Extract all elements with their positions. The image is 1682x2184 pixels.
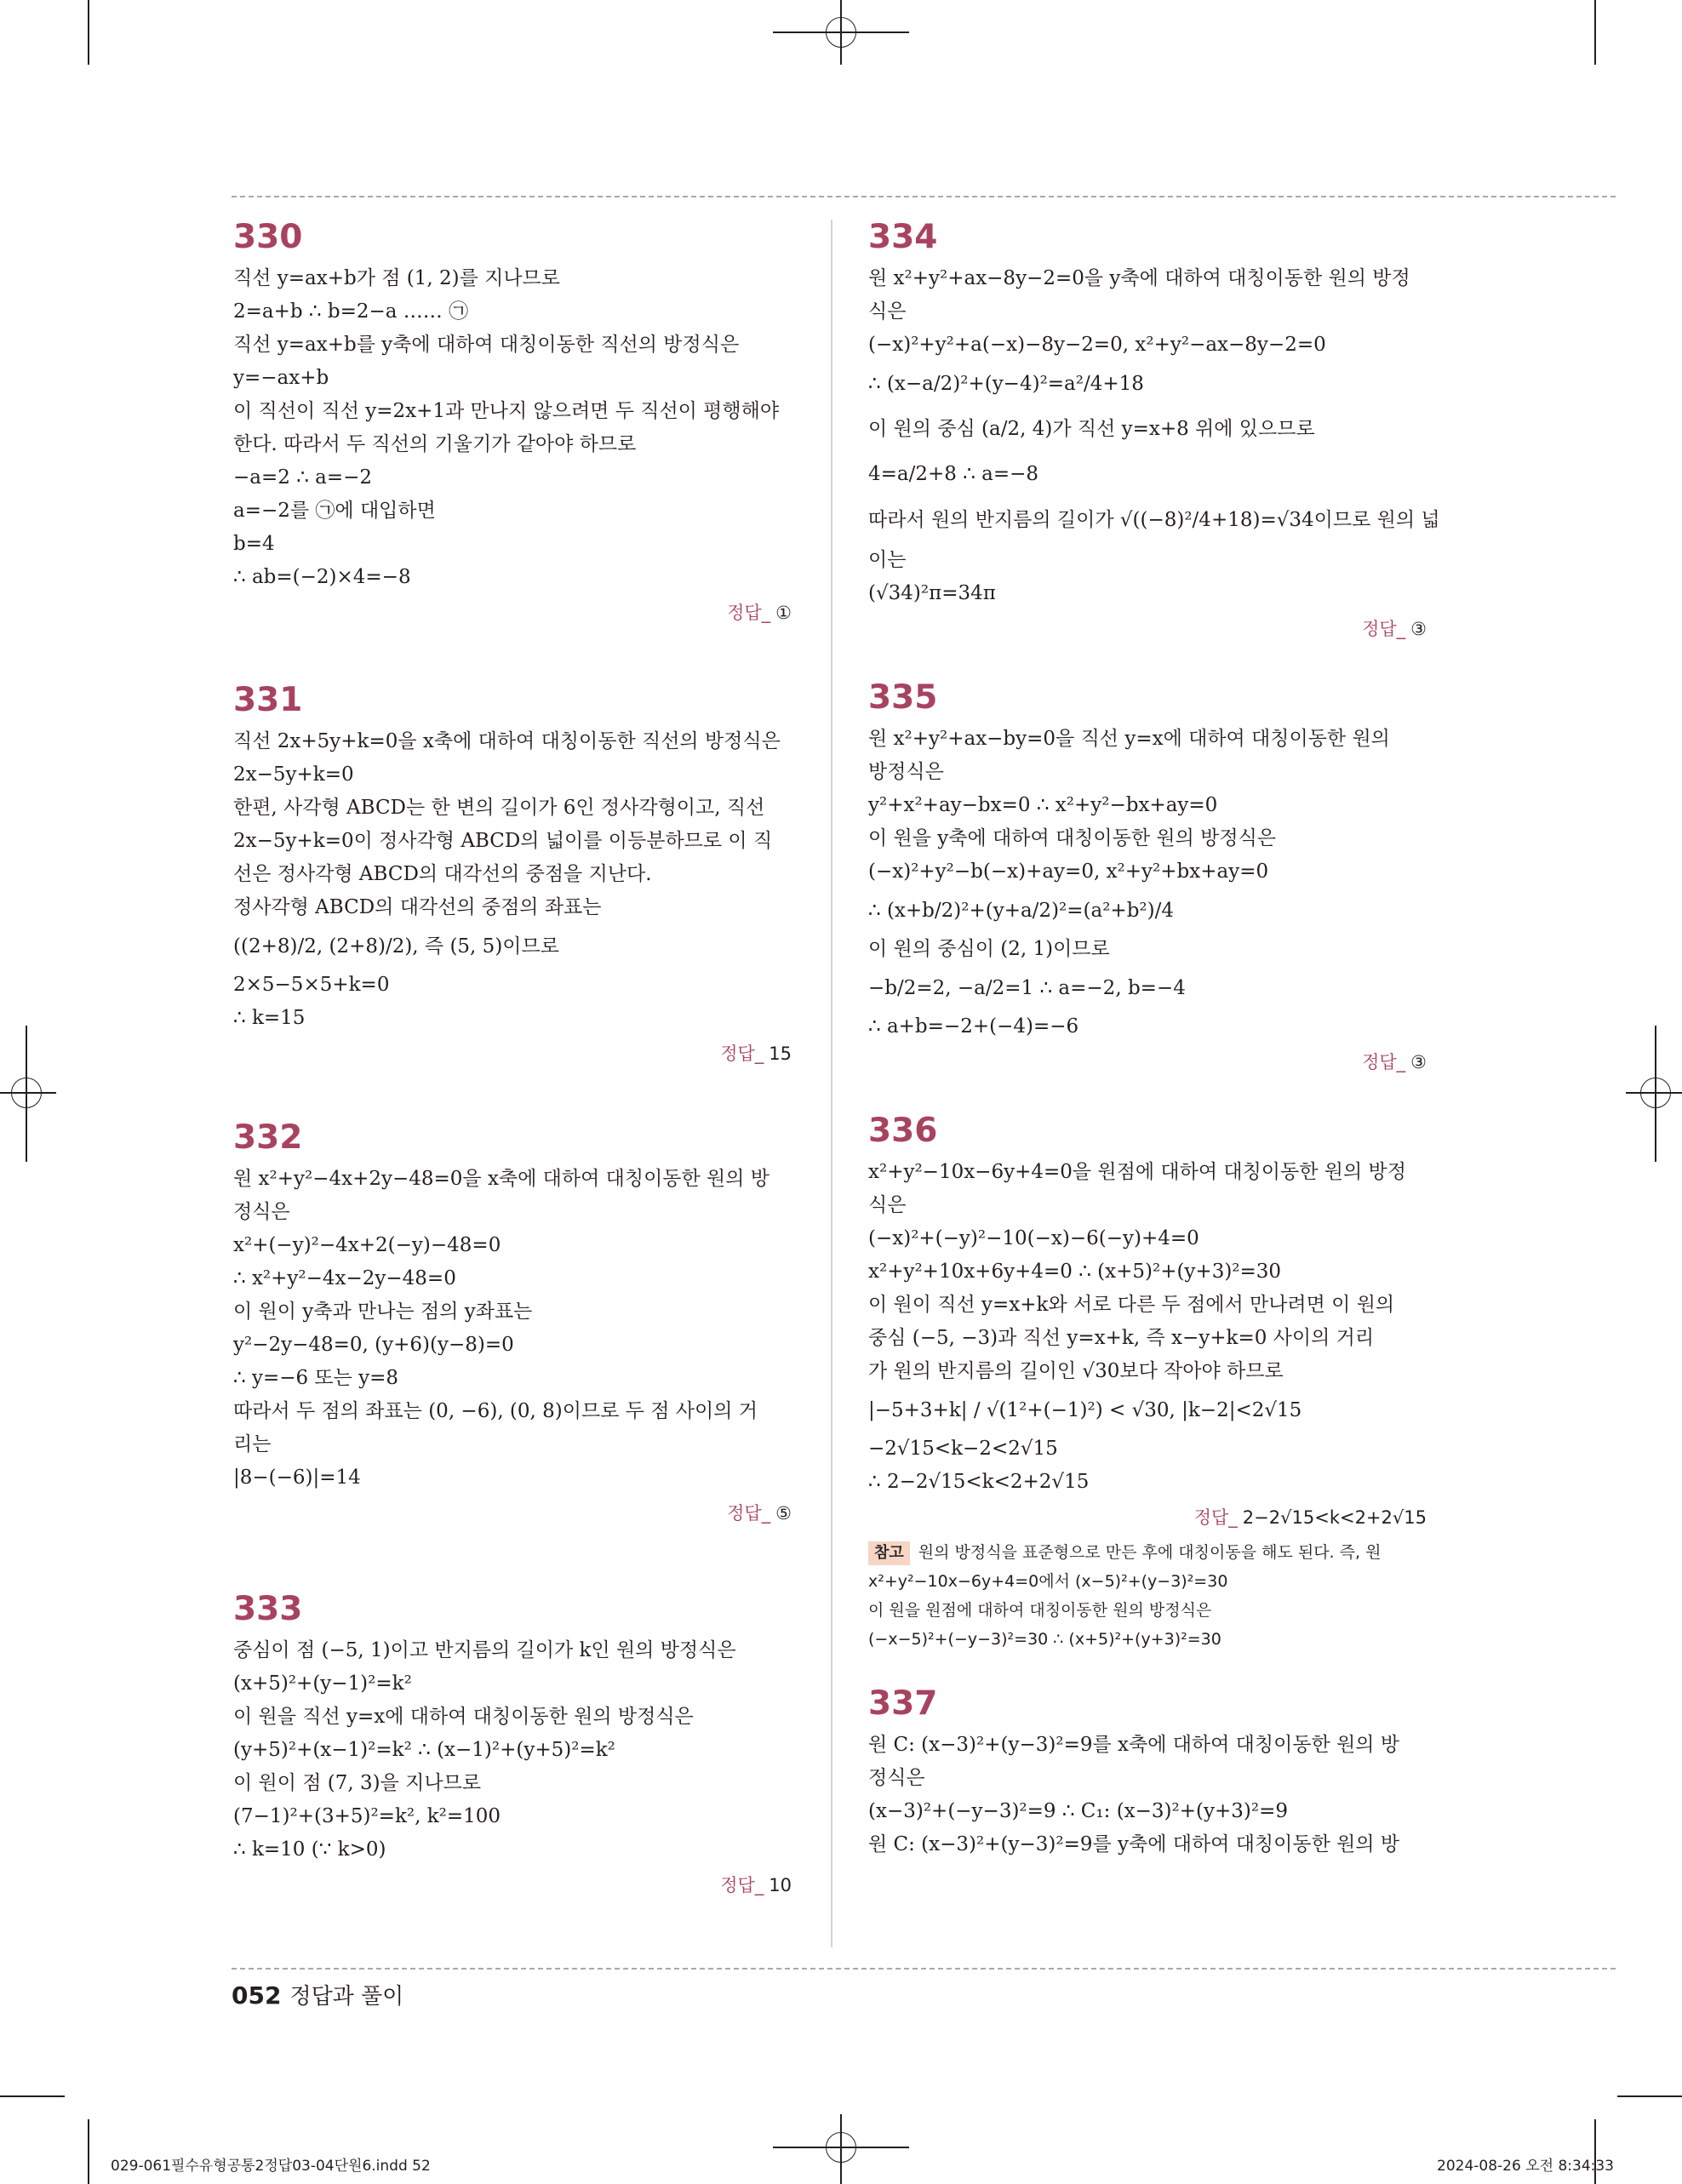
solution-line: 정식은 — [233, 1201, 290, 1223]
solution-line: 이 원이 y축과 만나는 점의 y좌표는 — [233, 1301, 533, 1323]
column-divider — [831, 220, 832, 1947]
solution-line: (y+5)²+(x−1)²=k² ∴ (x−1)²+(y+5)²=k² — [233, 1739, 615, 1761]
left-column — [233, 216, 792, 1901]
solution-line: ∴ k=15 — [233, 1007, 306, 1029]
solution-line: ∴ ab=(−2)×4=−8 — [233, 566, 411, 588]
answer-value: ③ — [1410, 619, 1427, 639]
solution-line: |−5+3+k| / √(1²+(−1)²) < √30, |k−2|<2√15 — [868, 1399, 1302, 1421]
solution-line: y²+x²+ay−bx=0 ∴ x²+y²−bx+ay=0 — [868, 794, 1218, 816]
solution-line: −2√15<k−2<2√15 — [868, 1438, 1058, 1460]
problem-331 — [233, 679, 792, 1069]
solution-line: ∴ y=−6 또는 y=8 — [233, 1367, 399, 1389]
bottom-rule — [232, 1968, 1616, 1970]
solution-line: 이 원의 중심 (a/2, 4)가 직선 y=x+8 위에 있으므로 — [868, 418, 1315, 440]
answer — [233, 1870, 792, 1901]
problem-number: 334 — [868, 218, 938, 256]
solution-line: 직선 2x+5y+k=0을 x축에 대하여 대칭이동한 직선의 방정식은 — [233, 730, 781, 752]
solution-line: 직선 y=ax+b를 y축에 대하여 대칭이동한 직선의 방정식은 — [233, 334, 740, 356]
slug-filename: 029-061필수유형공통2정답03-04단원6.indd 52 — [111, 2158, 431, 2175]
answer-label: 정답_ — [727, 1503, 771, 1524]
solution-line: 원 x²+y²+ax−by=0을 직선 y=x에 대하여 대칭이동한 원의 — [868, 728, 1390, 750]
solution-line: 가 원의 반지름의 길이인 √30보다 작아야 하므로 — [868, 1360, 1284, 1382]
solution-line: 한다. 따라서 두 직선의 기울기가 같아야 하므로 — [233, 433, 637, 455]
solution-line: x²+y²+10x+6y+4=0 ∴ (x+5)²+(y+3)²=30 — [868, 1261, 1282, 1283]
solution-line: 따라서 두 점의 좌표는 (0, −6), (0, 8)이므로 두 점 사이의 거 — [233, 1400, 758, 1422]
page-number: 052 — [232, 1981, 282, 2010]
solution-line: 방정식은 — [868, 761, 944, 783]
note-line: x²+y²−10x−6y+4=0에서 (x−5)²+(y−3)²=30 — [868, 1572, 1228, 1591]
note-line: 이 원을 원점에 대하여 대칭이동한 원의 방정식은 — [868, 1601, 1212, 1620]
crop-mark — [1617, 2095, 1682, 2097]
solution-line: ∴ k=10 (∵ k>0) — [233, 1838, 386, 1861]
crop-mark — [88, 0, 89, 65]
solution-line: ((2+8)/2, (2+8)/2), 즉 (5, 5)이므로 — [233, 935, 559, 958]
answer — [868, 614, 1427, 644]
answer — [868, 1502, 1427, 1533]
solution-line: 직선 y=ax+b가 점 (1, 2)를 지나므로 — [233, 267, 560, 289]
solution-line: 리는 — [233, 1433, 272, 1455]
solution-line: b=4 — [233, 533, 275, 555]
answer-label: 정답_ — [1193, 1507, 1238, 1528]
solution-line: 선은 정사각형 ABCD의 대각선의 중점을 지난다. — [233, 863, 652, 885]
answer-value: ① — [775, 603, 792, 623]
solution-line: x²+(−y)²−4x+2(−y)−48=0 — [233, 1234, 501, 1256]
answer-label: 정답_ — [1362, 1052, 1406, 1072]
answer-value: 15 — [769, 1043, 792, 1064]
solution-line: y²−2y−48=0, (y+6)(y−8)=0 — [233, 1334, 514, 1356]
solution-line: 중심 (−5, −3)과 직선 y=x+k, 즉 x−y+k=0 사이의 거리 — [868, 1327, 1375, 1349]
slug-timestamp: 2024-08-26 오전 8:34:33 — [1437, 2158, 1614, 2175]
footer-section: 정답과 풀이 — [289, 1984, 404, 2010]
page-footer — [232, 1981, 403, 2011]
problem-330 — [233, 216, 792, 628]
solution-line: 2×5−5×5+k=0 — [233, 974, 390, 996]
answer-value: ③ — [1410, 1052, 1427, 1072]
solution-line: 원 C: (x−3)²+(y−3)²=9를 x축에 대하여 대칭이동한 원의 방 — [868, 1734, 1400, 1756]
solution-line: x²+y²−10x−6y+4=0을 원점에 대하여 대칭이동한 원의 방정 — [868, 1161, 1406, 1183]
crop-mark — [1594, 0, 1596, 65]
problem-333 — [233, 1588, 792, 1901]
problem-number: 330 — [233, 218, 303, 256]
solution-line: (√34)²π=34π — [868, 582, 996, 604]
solution-line: ∴ (x+b/2)²+(y+a/2)²=(a²+b²)/4 — [868, 900, 1175, 922]
solution-line: 이는 — [868, 549, 907, 571]
solution-line: (x−3)²+(−y−3)²=9 ∴ C₁: (x−3)²+(y+3)²=9 — [868, 1800, 1288, 1822]
solution-line: 2x−5y+k=0이 정사각형 ABCD의 넓이를 이등분하므로 이 직 — [233, 830, 773, 852]
solution-line: (7−1)²+(3+5)²=k², k²=100 — [233, 1805, 501, 1827]
solution-line: 원 C: (x−3)²+(y−3)²=9를 y축에 대하여 대칭이동한 원의 방 — [868, 1833, 1400, 1855]
solution-line: (−x)²+y²−b(−x)+ay=0, x²+y²+bx+ay=0 — [868, 860, 1269, 883]
solution-line: −b/2=2, −a/2=1 ∴ a=−2, b=−4 — [868, 977, 1186, 999]
solution-line: ∴ (x−a/2)²+(y−4)²=a²/4+18 — [868, 373, 1144, 395]
solution-line: ∴ x²+y²−4x−2y−48=0 — [233, 1267, 456, 1289]
answer — [868, 1047, 1427, 1078]
problem-number: 333 — [233, 1590, 303, 1628]
note-tag: 참고 — [868, 1541, 910, 1565]
solution-line: (−x)²+y²+a(−x)−8y−2=0, x²+y²−ax−8y−2=0 — [868, 334, 1326, 356]
reference-note — [868, 1538, 1427, 1654]
right-column — [868, 216, 1440, 1861]
answer-value: 2−2√15<k<2+2√15 — [1242, 1507, 1427, 1528]
solution-line: 원 x²+y²−4x+2y−48=0을 x축에 대하여 대칭이동한 원의 방 — [233, 1168, 770, 1190]
solution-line: 이 원을 y축에 대하여 대칭이동한 원의 방정식은 — [868, 827, 1277, 849]
answer — [233, 597, 792, 628]
solution-line: |8−(−6)|=14 — [233, 1466, 361, 1489]
solution-line: −a=2 ∴ a=−2 — [233, 466, 373, 489]
solution-line: a=−2를 ㉠에 대입하면 — [233, 500, 436, 522]
registration-mark — [826, 2132, 856, 2163]
problem-337 — [868, 1683, 1427, 1861]
answer-value: ⑤ — [775, 1503, 792, 1524]
answer-label: 정답_ — [727, 603, 771, 623]
note-line: (−x−5)²+(−y−3)²=30 ∴ (x+5)²+(y+3)²=30 — [868, 1630, 1221, 1649]
solution-line: (x+5)²+(y−1)²=k² — [233, 1672, 412, 1695]
solution-line: 식은 — [868, 300, 907, 323]
registration-mark — [826, 17, 856, 48]
solution-line: 2=a+b ∴ b=2−a …… ㉠ — [233, 300, 469, 323]
solution-line: 이 원이 직선 y=x+k와 서로 다른 두 점에서 만나려면 이 원의 — [868, 1294, 1395, 1316]
answer — [233, 1498, 792, 1529]
registration-mark — [11, 1078, 42, 1108]
solution-line: 이 원이 점 (7, 3)을 지나므로 — [233, 1772, 482, 1794]
answer-label: 정답_ — [720, 1043, 764, 1064]
note-line — [868, 1538, 1427, 1567]
solution-line: (−x)²+(−y)²−10(−x)−6(−y)+4=0 — [868, 1227, 1199, 1249]
solution-line: 이 원의 중심이 (2, 1)이므로 — [868, 938, 1110, 960]
top-rule — [232, 196, 1616, 197]
problem-336 — [868, 1110, 1427, 1654]
solution-line: 2x−5y+k=0 — [233, 763, 354, 786]
solution-line: 따라서 원의 반지름의 길이가 √((−8)²/4+18)=√34이므로 원의 넓 — [868, 509, 1440, 531]
crop-mark — [0, 2095, 65, 2097]
problem-335 — [868, 677, 1427, 1078]
note-text: 원의 방정식을 표준형으로 만든 후에 대칭이동을 해도 된다. 즉, 원 — [918, 1543, 1382, 1562]
solution-line: 식은 — [868, 1194, 907, 1216]
problem-number: 332 — [233, 1118, 303, 1157]
problem-number: 337 — [868, 1684, 938, 1723]
solution-line: 이 직선이 직선 y=2x+1과 만나지 않으려면 두 직선이 평행해야 — [233, 400, 780, 422]
answer — [233, 1038, 792, 1069]
registration-mark — [1640, 1078, 1671, 1108]
problem-332 — [233, 1117, 792, 1529]
solution-line: 한편, 사각형 ABCD는 한 변의 길이가 6인 정사각형이고, 직선 — [233, 797, 765, 819]
problem-number: 335 — [868, 678, 938, 717]
solution-line: 원 x²+y²+ax−8y−2=0을 y축에 대하여 대칭이동한 원의 방정 — [868, 267, 1410, 289]
answer-value: 10 — [769, 1875, 792, 1895]
solution-line: 4=a/2+8 ∴ a=−8 — [868, 463, 1039, 485]
problem-number: 336 — [868, 1112, 938, 1150]
solution-line: ∴ 2−2√15<k<2+2√15 — [868, 1471, 1090, 1493]
solution-line: ∴ a+b=−2+(−4)=−6 — [868, 1015, 1079, 1038]
solution-line: 중심이 점 (−5, 1)이고 반지름의 길이가 k인 원의 방정식은 — [233, 1639, 736, 1661]
crop-mark — [88, 2119, 89, 2184]
answer-label: 정답_ — [1362, 619, 1406, 639]
problem-number: 331 — [233, 681, 303, 719]
problem-334 — [868, 216, 1440, 644]
answer-label: 정답_ — [720, 1875, 764, 1895]
solution-line: 정식은 — [868, 1767, 925, 1789]
solution-line: y=−ax+b — [233, 367, 329, 389]
solution-line: 정사각형 ABCD의 대각선의 중점의 좌표는 — [233, 896, 602, 918]
solution-line: 이 원을 직선 y=x에 대하여 대칭이동한 원의 방정식은 — [233, 1706, 694, 1728]
